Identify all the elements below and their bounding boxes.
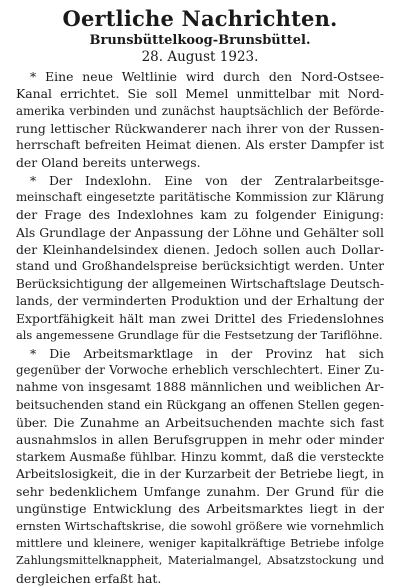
article-line: Als Grundlage der Anpassung der Löhne und Gehälter soll [16,224,384,240]
article-line: Kanal errichtet. Sie soll Memel unmittelbar mit Nord- [16,86,384,102]
article-line: über. Die Zunahme an Arbeitsuchenden machte sich fast [16,414,384,430]
article-line: rung lettischer Rückwanderer nach ihrer von der Russen- [16,120,384,136]
article-line: Exportfähigkeit hält man zwei Drittel des Friedenslohnes [16,311,384,327]
article-line: herrschaft befreiten Heimat dienen. Als erster Dampfer ist [16,138,384,153]
article-arbeitsmarktlage [16,345,384,587]
article-line: starkem Ausmaße fühlbar. Hinzu kommt, daß die versteckte [16,449,384,464]
section-title: Oertliche Nachrichten. [62,6,338,31]
article-line: amerika verbinden und zunächst hauptsächlich der Beförde- [16,103,384,118]
location-heading: Brunsbüttelkoog-Brunsbüttel. [89,33,311,48]
article-line: mittlere und kleinere, weniger kapitalkräftige Betriebe infolge [16,536,384,551]
article-line: nahme von insgesamt 1888 männlichen und weiblichen Ar- [16,380,384,395]
article-line: als angemessene Grundlage für die Festsetzung der Tariflöhne. [16,328,383,343]
article-line: ausnahmslos in allen Berufsgruppen in mehr oder minder [16,432,384,448]
article-line: lands, der verminderten Produktion und der Erhaltung der [16,293,384,308]
article-line: der Kleinhandelsindex dienen. Jedoch sollen auch Dollar- [16,241,384,257]
article-line: stand und Großhandelspreise berücksichtigt werden. Unter [16,259,384,274]
article-line: der Frage des Indexlohnes kam zu folgender Einigung: [16,207,384,223]
article-line: Berücksichtigung der allgemeinen Wirtschaftslage Deutsch- [16,276,384,291]
article-line: * Die Arbeitsmarktlage in der Provinz hat sich [30,345,384,361]
article-line: meinschaft eingesetzte paritätische Kommission zur Klärung [16,190,384,205]
date-line: 28. August 1923. [141,49,259,65]
article-line: * Der Indexlohn. Eine von der Zentralarbeitsge- [30,172,384,188]
article-line: Zahlungsmittelknappheit, Materialmangel, Absatzstockung und [16,554,384,568]
article-line: * Eine neue Weltlinie wird durch den Nord-Ostsee- [30,69,384,84]
article-indexlohn [16,172,384,345]
article-line: der Oland bereits unterwegs. [16,155,201,171]
article-line: ernsten Wirtschaftskrise, die sowohl größere wie vornehmlich [16,518,384,533]
article-line: sehr bedenklichem Umfange zunahm. Der Grund für die [16,484,384,500]
article-line: ungünstige Entwicklung des Arbeitsmarktes liegt in der [16,501,384,517]
article-line: gegenüber der Vorwoche erheblich verschlechtert. Einer Zu- [16,363,384,378]
article-line: Arbeitslosigkeit, die in der Kurzarbeit der Betriebe liegt, in [16,466,384,481]
article-weltlinie [16,68,384,172]
article-line: dergleichen erfaßt hat. [16,570,162,586]
article-line: beitsuchenden stand ein Rückgang an offenen Stellen gegen- [16,397,384,412]
